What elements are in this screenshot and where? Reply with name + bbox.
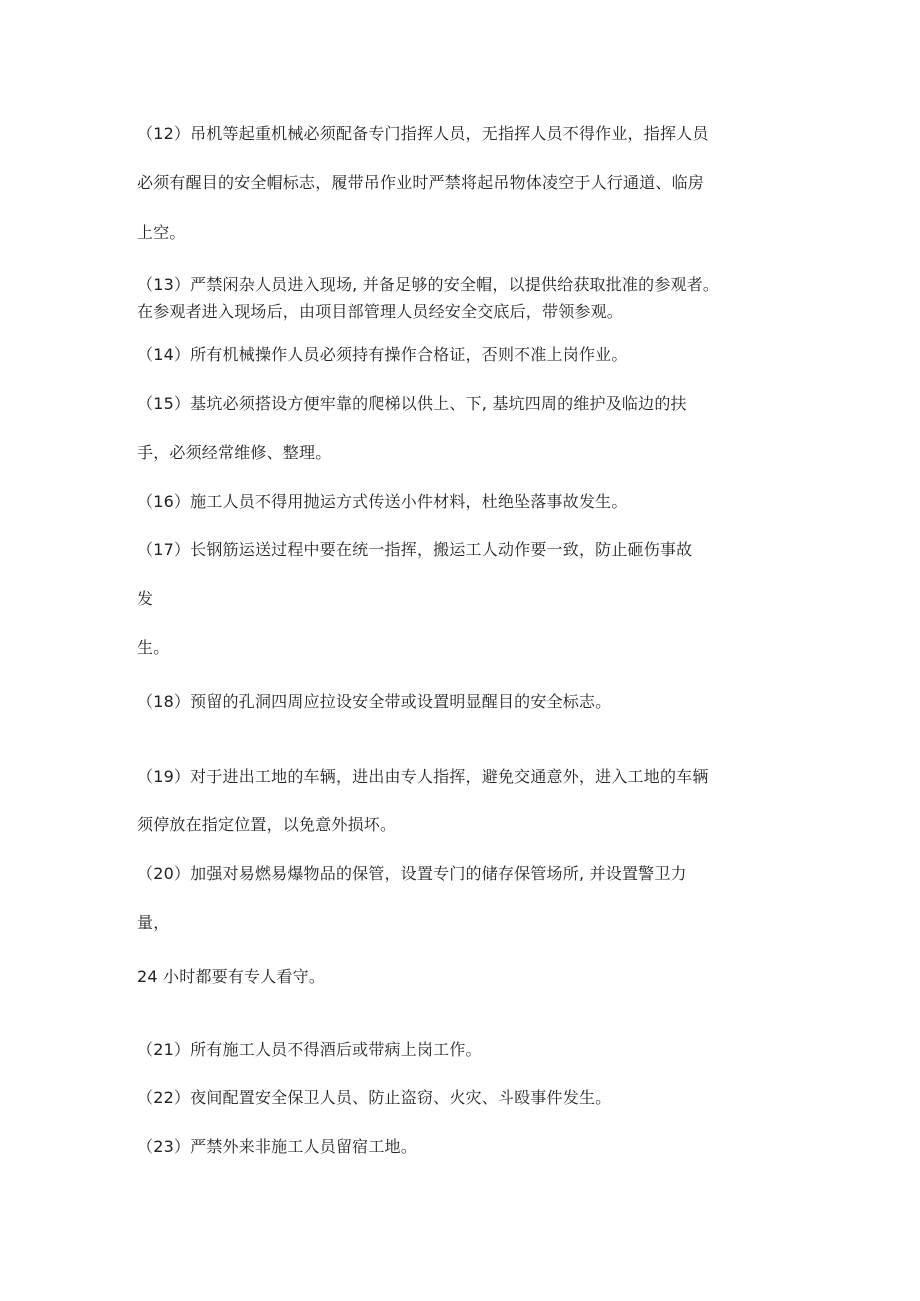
text-line: （22）夜间配置安全保卫人员、防止盗窃、火灾、斗殴事件发生。 bbox=[137, 1088, 612, 1107]
text-line: 在参观者进入现场后，由项目部管理人员经安全交底后，带领参观。 bbox=[137, 302, 624, 321]
text-line: （20）加强对易燃易爆物品的保管，设置专门的储存保管场所, 并设置警卫力 bbox=[137, 864, 687, 883]
text-line: （23）严禁外来非施工人员留宿工地。 bbox=[137, 1137, 417, 1156]
text-line: （18）预留的孔洞四周应拉设安全带或设置明显醒目的安全标志。 bbox=[137, 692, 612, 711]
text-line: （19）对于进出工地的车辆，进出由专人指挥，避免交通意外，进入工地的车辆 bbox=[137, 767, 709, 786]
text-line: （12）吊机等起重机械必须配备专门指挥人员，无指挥人员不得作业，指挥人员 bbox=[137, 124, 709, 143]
text-line: （17）长钢筋运送过程中要在统一指挥，搬运工人动作要一致，防止砸伤事故 bbox=[137, 540, 693, 559]
text-line: 量， bbox=[137, 913, 170, 932]
text-line: （15）基坑必须搭设方便牢靠的爬梯以供上、下, 基坑四周的维护及临边的扶 bbox=[137, 394, 687, 413]
text-line: （16）施工人员不得用抛运方式传送小件材料，杜绝坠落事故发生。 bbox=[137, 492, 628, 511]
text-line: 发 bbox=[137, 589, 154, 608]
text-line: （13）严禁闲杂人员进入现场, 并备足够的安全帽，以提供给获取批准的参观者。 bbox=[137, 275, 720, 294]
text-line: 上空。 bbox=[137, 223, 186, 242]
text-line: （21）所有施工人员不得酒后或带病上岗工作。 bbox=[137, 1040, 482, 1059]
text-line: 手，必须经常维修、整理。 bbox=[137, 443, 332, 462]
text-line: 生。 bbox=[137, 638, 170, 657]
text-line: （14）所有机械操作人员必须持有操作合格证，否则不准上岗作业。 bbox=[137, 345, 628, 364]
text-line: 必须有醒目的安全帽标志，履带吊作业时严禁将起吊物体凌空于人行通道、临房 bbox=[137, 173, 705, 192]
text-line: 24 小时都要有专人看守。 bbox=[137, 967, 326, 986]
text-line: 须停放在指定位置，以免意外损坏。 bbox=[137, 815, 397, 834]
